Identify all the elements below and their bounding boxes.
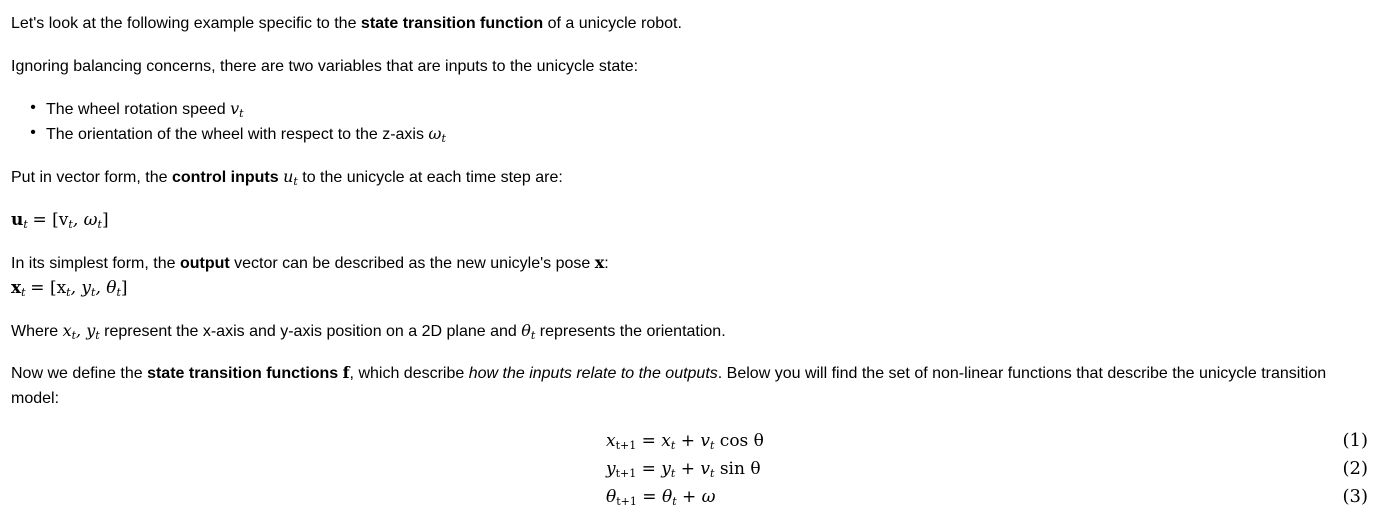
math-var: u bbox=[11, 210, 24, 230]
math-sub: t bbox=[23, 218, 28, 231]
math-expr: = θ bbox=[642, 487, 673, 507]
paragraph-control-inputs bbox=[11, 167, 563, 188]
paragraph-where bbox=[11, 321, 726, 342]
math-expr: ] bbox=[120, 278, 128, 298]
math-expr: , y bbox=[70, 278, 92, 298]
math-var: f bbox=[342, 363, 350, 382]
math-expr: = x bbox=[641, 431, 671, 451]
math-sub: t bbox=[116, 286, 121, 299]
text: , which describe bbox=[349, 365, 469, 382]
math-sub: t bbox=[710, 467, 715, 480]
math-sub: t bbox=[21, 286, 26, 299]
bold-text: control inputs bbox=[171, 169, 279, 186]
math-expr: ] bbox=[101, 210, 109, 230]
text: : bbox=[604, 255, 609, 272]
math-expr: + v bbox=[675, 459, 710, 479]
equation-row bbox=[606, 431, 764, 451]
math-var: x bbox=[11, 278, 22, 298]
math-var: v bbox=[230, 99, 240, 118]
math-sub: t bbox=[672, 495, 677, 508]
bullet-dot: • bbox=[30, 99, 36, 116]
text: represent the x-axis and y-axis position on a 2D plane and bbox=[99, 323, 522, 340]
equation-number: (2) bbox=[1342, 458, 1368, 479]
math-sub: t bbox=[97, 218, 102, 231]
text: to the unicycle at each time step are: bbox=[297, 169, 563, 186]
bold-text: state transition function bbox=[360, 15, 544, 32]
equation-row bbox=[606, 459, 761, 479]
paragraph-output bbox=[11, 253, 609, 274]
math-expr: cos θ bbox=[714, 431, 764, 451]
equation-control-vector bbox=[11, 210, 109, 230]
math-var: x bbox=[594, 253, 605, 272]
equation-row bbox=[606, 487, 716, 507]
text: Now we define the bbox=[11, 365, 148, 382]
math-var: x bbox=[62, 321, 72, 340]
text: Put in vector form, the bbox=[11, 169, 172, 186]
math-var: ω bbox=[428, 124, 442, 143]
paragraph-inputs: Ignoring balancing concerns, there are two variables that are inputs to the unicycle state: bbox=[11, 58, 639, 75]
math-sub: t bbox=[670, 439, 676, 452]
math-sub: t bbox=[95, 329, 100, 342]
math-sub: t bbox=[709, 439, 715, 452]
math-expr: = [v bbox=[32, 210, 69, 230]
math-expr: + v bbox=[675, 431, 710, 451]
math-expr: , ω bbox=[72, 210, 98, 230]
math-sub: t+1 bbox=[616, 495, 637, 508]
paragraph-state-transition bbox=[11, 360, 1351, 411]
equation-pose-vector bbox=[11, 278, 128, 298]
math-sub: t+1 bbox=[615, 439, 637, 452]
math-sub: t bbox=[66, 286, 71, 299]
equation-number: (1) bbox=[1342, 430, 1368, 451]
text: of a unicycle robot. bbox=[543, 15, 682, 32]
math-sub: t bbox=[68, 218, 73, 231]
text: Where bbox=[11, 323, 63, 340]
math-var: y bbox=[86, 321, 96, 340]
text: . Below you will find the set of non-linear functions that describe the unicycle transition model: bbox=[11, 365, 1327, 407]
math-var: x bbox=[606, 431, 616, 451]
text: represents the orientation. bbox=[535, 323, 726, 340]
math-expr: = y bbox=[641, 459, 671, 479]
bold-text: output bbox=[179, 255, 230, 272]
math-sub: t bbox=[91, 286, 96, 299]
equation-number: (3) bbox=[1342, 486, 1368, 507]
math-var: θ bbox=[606, 487, 617, 507]
math-sub: t bbox=[670, 467, 676, 480]
math-sub: t bbox=[441, 132, 446, 145]
math-expr: + ω bbox=[676, 487, 716, 507]
math-sub: t+1 bbox=[615, 467, 637, 480]
bullet-dot: • bbox=[30, 124, 36, 141]
text: The wheel rotation speed bbox=[46, 101, 231, 118]
math-sub: t bbox=[71, 329, 77, 342]
math-expr: , bbox=[76, 321, 87, 340]
math-sub: t bbox=[530, 329, 536, 342]
text: vector can be described as the new unicyle's pose bbox=[229, 255, 595, 272]
math-expr: = [x bbox=[30, 278, 67, 298]
text: The orientation of the wheel with respect to the z-axis bbox=[46, 126, 429, 143]
math-var: θ bbox=[521, 321, 531, 340]
math-sub: t bbox=[293, 175, 298, 188]
text: In its simplest form, the bbox=[11, 255, 180, 272]
text: Let's look at the following example specific to the bbox=[11, 15, 361, 32]
math-var: y bbox=[606, 459, 616, 479]
italic-text: how the inputs relate to the outputs bbox=[468, 365, 718, 382]
math-var: u bbox=[283, 167, 294, 186]
bold-text: state transition functions bbox=[147, 365, 343, 382]
math-expr: , θ bbox=[95, 278, 117, 298]
math-expr: sin θ bbox=[714, 459, 761, 479]
paragraph-intro bbox=[11, 14, 682, 34]
math-sub: t bbox=[239, 107, 244, 120]
